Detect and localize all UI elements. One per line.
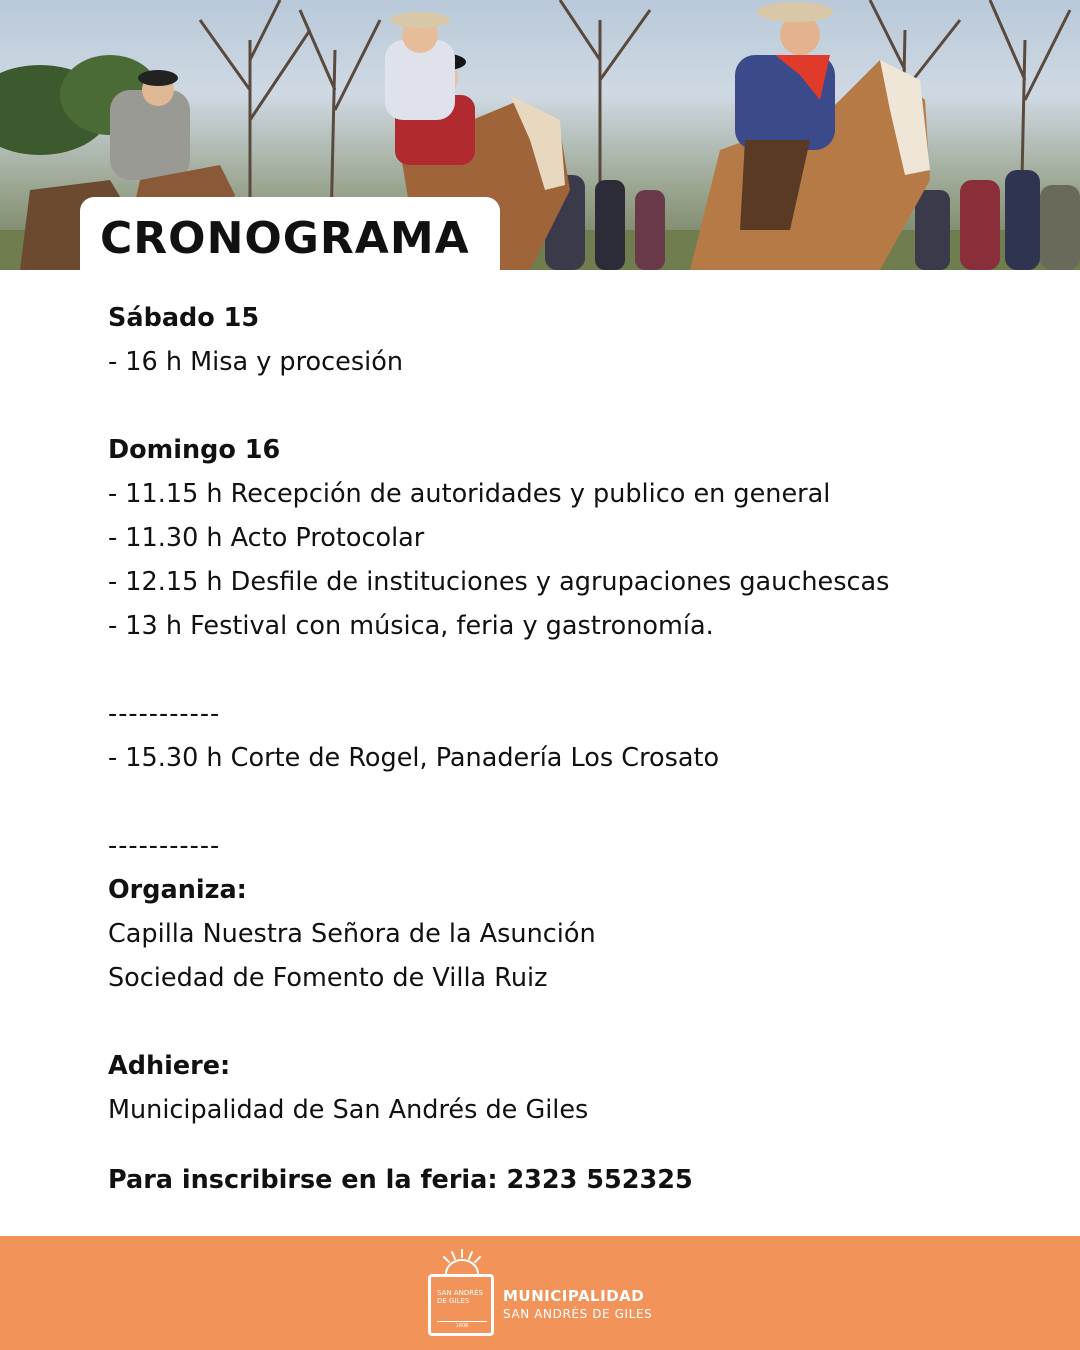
brand-subtitle: SAN ANDRÉS DE GILES (503, 1307, 653, 1321)
spacer (108, 1132, 1008, 1158)
logo-year: 1806 (437, 1321, 487, 1329)
logo-text: SAN ANDRÉS DE GILES (437, 1289, 483, 1305)
organizer-line: Capilla Nuestra Señora de la Asunción (108, 919, 596, 949)
separator: ----------- (108, 699, 221, 729)
adhiere-heading: Adhiere: (108, 1051, 231, 1081)
brand-name: MUNICIPALIDAD (503, 1287, 645, 1305)
spacer (108, 384, 1008, 428)
day-heading-saturday: Sábado 15 (108, 303, 260, 333)
page-title: CRONOGRAMA (100, 213, 470, 264)
organiza-heading: Organiza: (108, 875, 247, 905)
registration-info: Para inscribirse en la feria: 2323 552325 (108, 1165, 693, 1195)
adherent-line: Municipalidad de San Andrés de Giles (108, 1095, 589, 1125)
title-tab (80, 197, 500, 270)
schedule-item: - 13 h Festival con música, feria y gastronomía. (108, 611, 714, 641)
organizer-line: Sociedad de Fomento de Villa Ruiz (108, 963, 548, 993)
schedule-item: - 11.30 h Acto Protocolar (108, 523, 425, 553)
sun-rays-icon (436, 1248, 488, 1274)
schedule-item-extra: - 15.30 h Corte de Rogel, Panadería Los Crosato (108, 743, 720, 773)
spacer (108, 780, 1008, 824)
schedule-item: - 16 h Misa y procesión (108, 347, 403, 377)
spacer (108, 1000, 1008, 1044)
day-heading-sunday: Domingo 16 (108, 435, 281, 465)
schedule-item: - 12.15 h Desfile de instituciones y agrupaciones gauchescas (108, 567, 890, 597)
schedule-content (108, 296, 1008, 1202)
spacer (108, 648, 1008, 692)
hero-photo (0, 0, 1080, 270)
schedule-item: - 11.15 h Recepción de autoridades y publico en general (108, 479, 831, 509)
separator: ----------- (108, 831, 221, 861)
municipality-logo (428, 1274, 494, 1336)
